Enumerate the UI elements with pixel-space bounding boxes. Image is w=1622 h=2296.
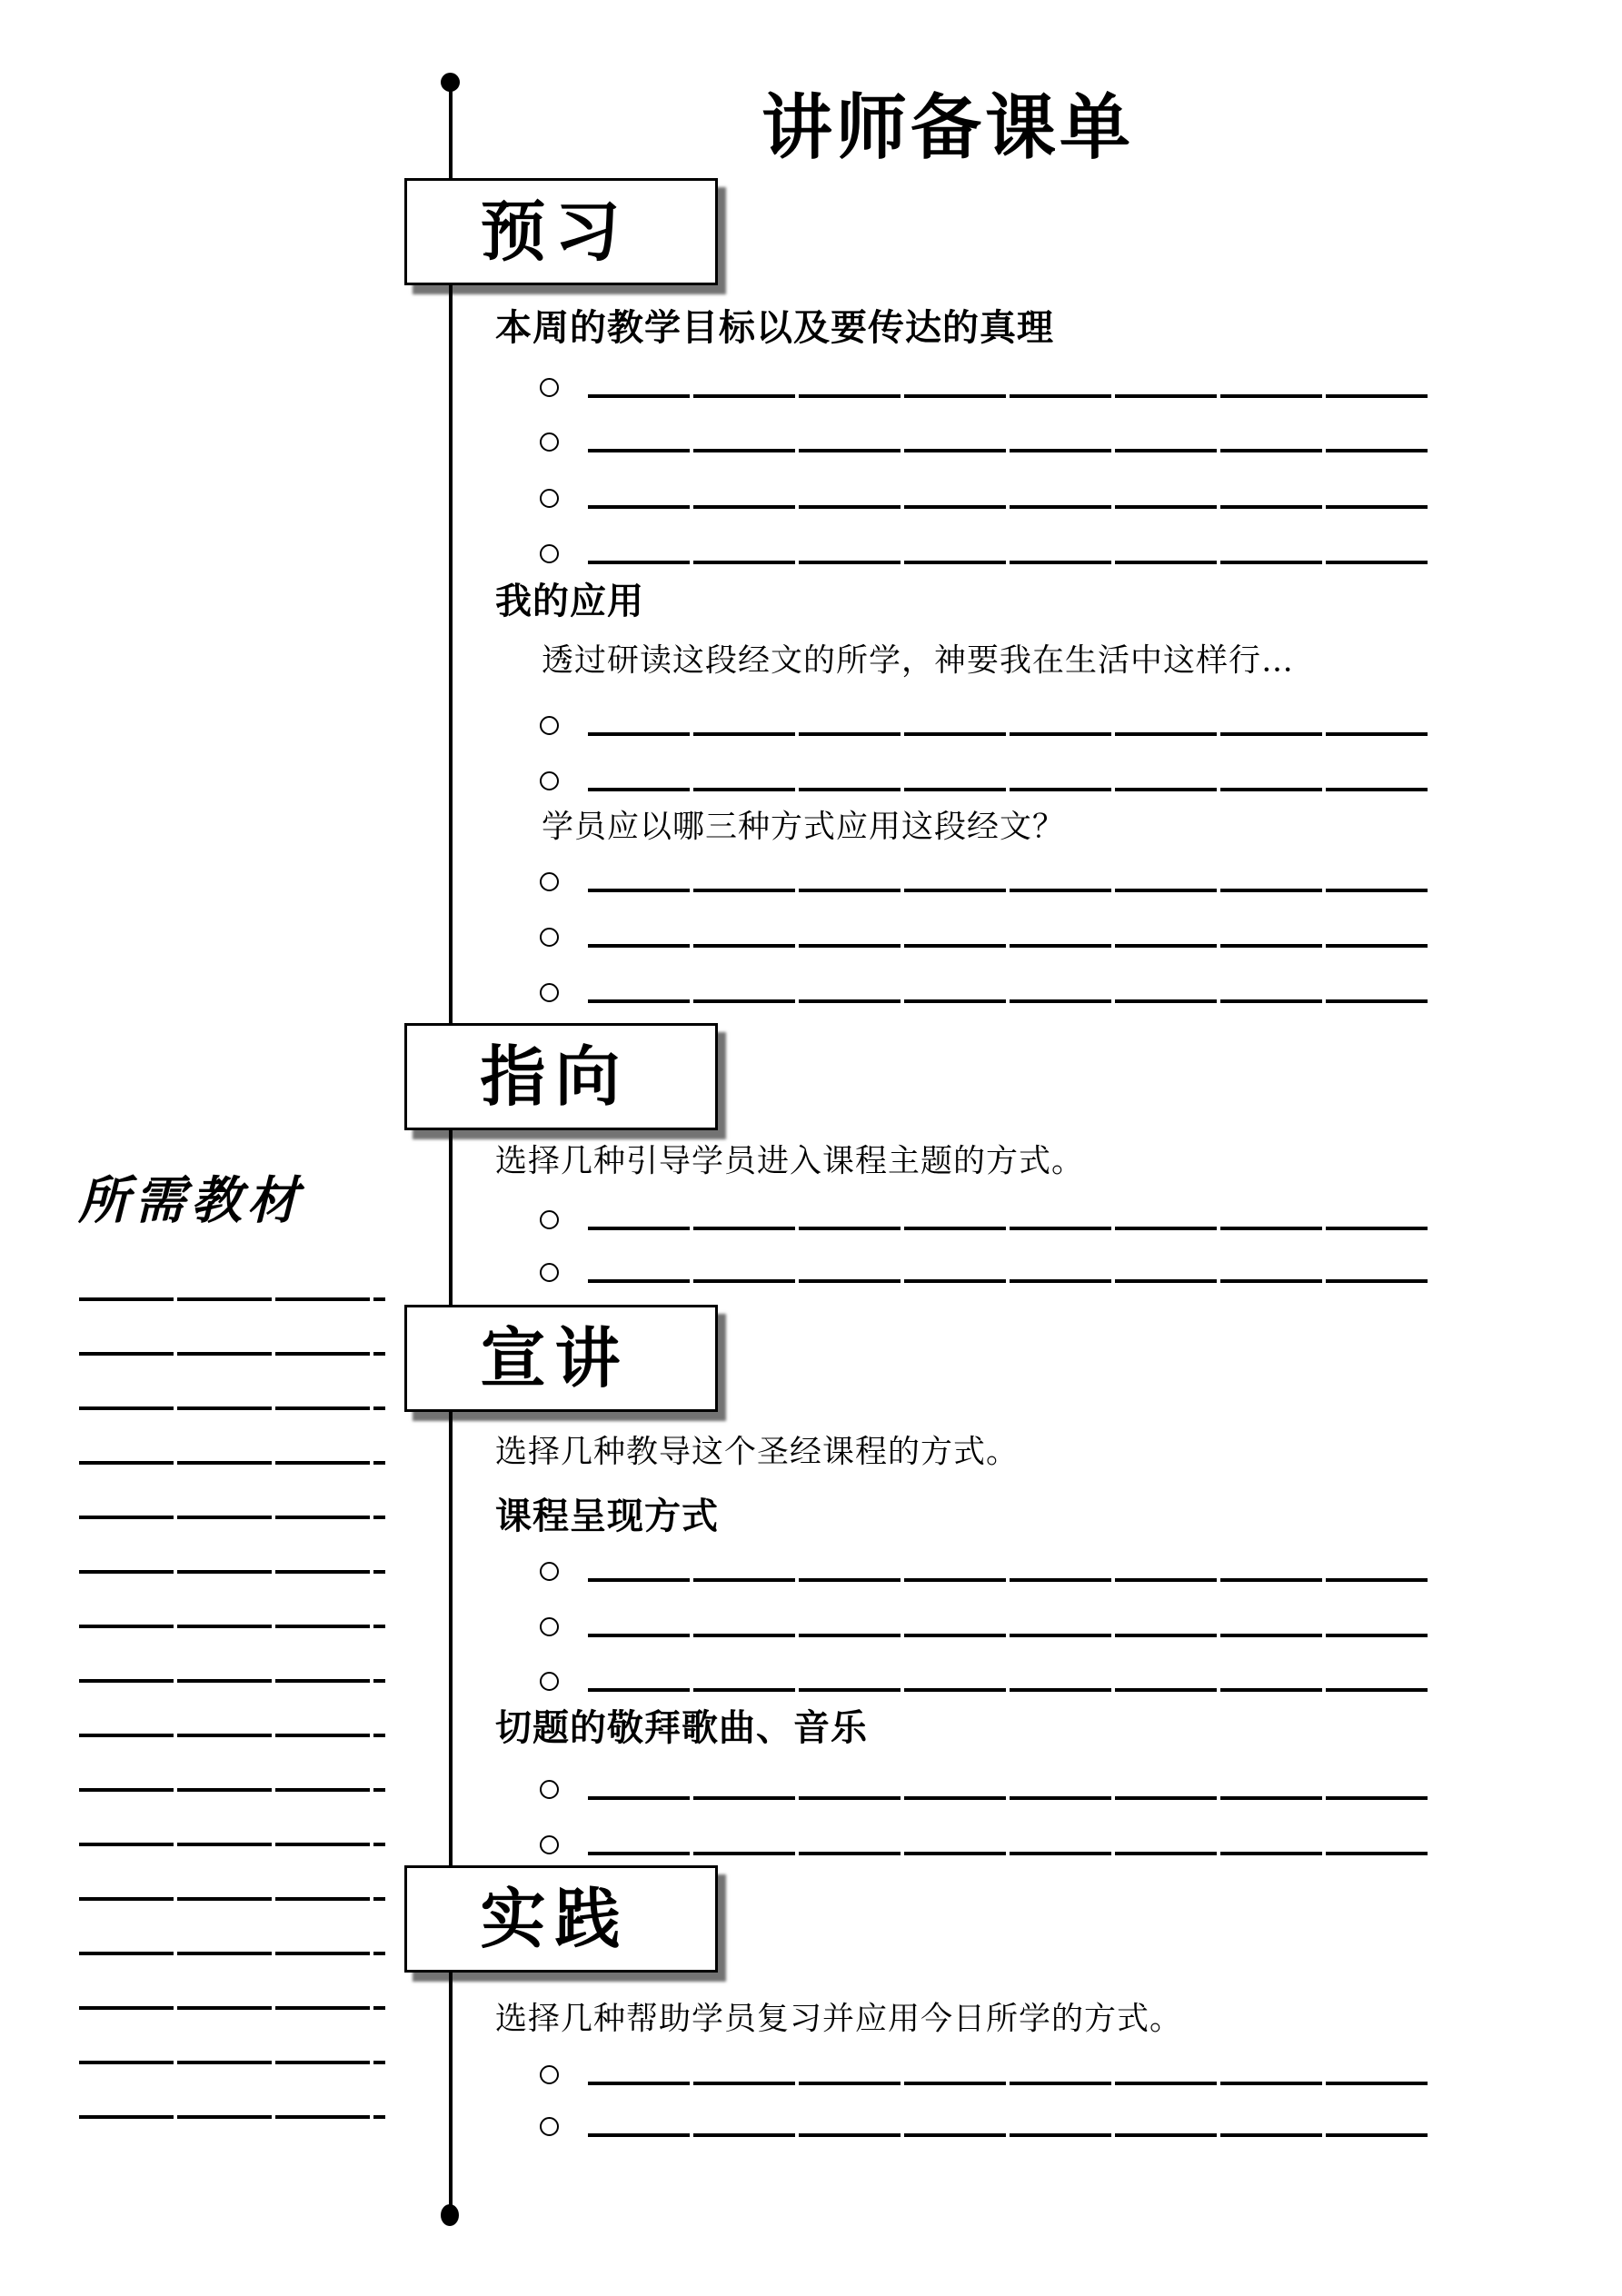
- bullet-blank-line: [588, 1227, 1428, 1230]
- practice-intro-text: 选择几种帮助学员复习并应用今日所学的方式。: [495, 2001, 1183, 2038]
- bullet-circle-icon: [540, 872, 559, 891]
- bullet-blank-line: [588, 889, 1428, 892]
- section-label-teach: 宣讲: [480, 1319, 630, 1396]
- material-blank-line: [79, 1734, 385, 1737]
- bullet-circle-icon: [540, 1780, 559, 1799]
- bullet-blank-line: [588, 944, 1428, 948]
- material-blank-line: [79, 1461, 385, 1465]
- material-blank-line: [79, 1297, 385, 1301]
- bullet-circle-icon: [540, 1263, 559, 1282]
- bullet-blank-line: [588, 1578, 1428, 1582]
- material-blank-line: [79, 1516, 385, 1519]
- timeline-end-dot-icon: [441, 2204, 459, 2226]
- bullet-blank-line: [588, 788, 1428, 791]
- bullet-blank-line: [588, 999, 1428, 1003]
- bullet-circle-icon: [540, 1672, 559, 1691]
- bullet-blank-line: [588, 449, 1428, 452]
- material-blank-line: [79, 1406, 385, 1410]
- material-blank-line: [79, 1352, 385, 1356]
- section-box-preview: [404, 178, 718, 285]
- bullet-circle-icon: [540, 716, 559, 735]
- bullet-blank-line: [588, 1688, 1428, 1692]
- bullet-circle-icon: [540, 378, 559, 397]
- material-blank-line: [79, 2115, 385, 2119]
- material-blank-line: [79, 2006, 385, 2010]
- bullet-circle-icon: [540, 2117, 559, 2136]
- timeline-start-dot-icon: [441, 73, 460, 92]
- bullet-circle-icon: [540, 983, 559, 1002]
- bullet-blank-line: [588, 1796, 1428, 1800]
- bullet-blank-line: [588, 732, 1428, 736]
- bullet-circle-icon: [540, 432, 559, 452]
- bullet-blank-line: [588, 1634, 1428, 1637]
- bullet-blank-line: [588, 505, 1428, 509]
- material-blank-line: [79, 2061, 385, 2064]
- preview-goals-heading: 本周的教学目标以及要传达的真理: [495, 306, 1054, 349]
- section-box-direct: [404, 1023, 718, 1130]
- materials-heading: 所需教材: [78, 1170, 304, 1231]
- bullet-circle-icon: [540, 489, 559, 508]
- preview-application-heading: 我的应用: [495, 580, 644, 622]
- material-blank-line: [79, 1570, 385, 1574]
- bullet-blank-line: [588, 2082, 1428, 2085]
- bullet-circle-icon: [540, 1617, 559, 1636]
- bullet-circle-icon: [540, 1562, 559, 1581]
- material-blank-line: [79, 1843, 385, 1846]
- preview-application-prompt: 透过研读这段经文的所学，神要我在生活中这样行…: [542, 642, 1295, 680]
- teach-intro-text: 选择几种教导这个圣经课程的方式。: [495, 1434, 1020, 1471]
- section-box-teach: [404, 1305, 718, 1412]
- bullet-circle-icon: [540, 1835, 559, 1854]
- section-label-practice: 实践: [480, 1880, 630, 1957]
- bullet-blank-line: [588, 394, 1428, 398]
- bullet-blank-line: [588, 1852, 1428, 1855]
- direct-intro-text: 选择几种引导学员进入课程主题的方式。: [495, 1143, 1085, 1180]
- section-label-direct: 指向: [480, 1038, 630, 1115]
- bullet-blank-line: [588, 1279, 1428, 1283]
- material-blank-line: [79, 1625, 385, 1628]
- bullet-circle-icon: [540, 771, 559, 790]
- teach-presentation-heading: 课程呈现方式: [495, 1495, 719, 1537]
- bullet-blank-line: [588, 2133, 1428, 2137]
- page-title: 讲师备课单: [761, 86, 1135, 169]
- bullet-circle-icon: [540, 2065, 559, 2084]
- bullet-circle-icon: [540, 1210, 559, 1229]
- material-blank-line: [79, 1788, 385, 1792]
- material-blank-line: [79, 1679, 385, 1683]
- material-blank-line: [79, 1897, 385, 1901]
- section-box-practice: [404, 1865, 718, 1973]
- preview-students-prompt: 学员应以哪三种方式应用这段经文？: [542, 809, 1066, 846]
- bullet-blank-line: [588, 561, 1428, 564]
- bullet-circle-icon: [540, 928, 559, 947]
- material-blank-line: [79, 1952, 385, 1955]
- teach-worship-heading: 切题的敬拜歌曲、音乐: [495, 1706, 868, 1749]
- bullet-circle-icon: [540, 544, 559, 563]
- section-label-preview: 预习: [480, 193, 630, 270]
